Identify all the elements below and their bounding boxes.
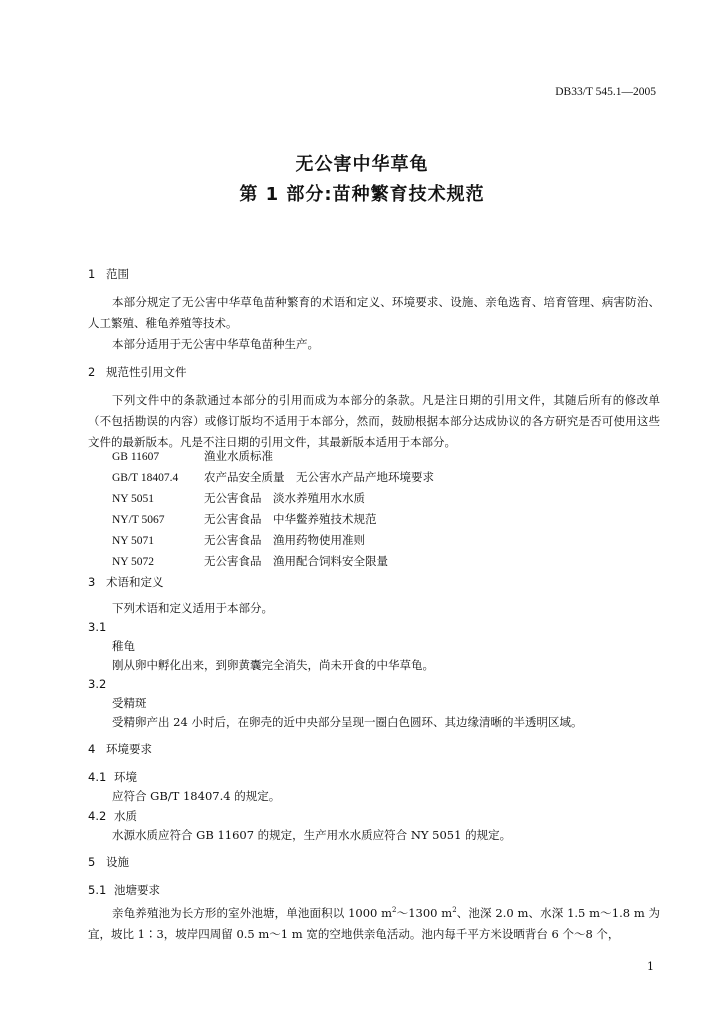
reference-item [112, 469, 434, 485]
reference-item [112, 553, 388, 569]
superscript: 2 [452, 906, 457, 914]
clause-5-1-text-a: 亲龟养殖池为长方形的室外池塘，单池面积以 1000 m [112, 905, 393, 920]
clause-number: 5.1 [88, 883, 107, 897]
section-2-paragraph: 下列文件中的条款通过本部分的引用而成为本部分的条款。凡是注日期的引用文件，其随后所有的修改单（不包括勘误的内容）或修订版均不适用于本部分，然而，鼓励根据本部分达成协议的各方研究是否可使用这些文件的最新版本。凡是不注日期的引用文件，其最新版本适用于本部分。 [88, 393, 660, 449]
term-fertilization-spot: 受精斑 [112, 696, 147, 710]
reference-item [112, 511, 377, 527]
page-number: 1 [647, 960, 654, 973]
reference-code: NY/T 5067 [112, 514, 165, 526]
reference-item [112, 448, 273, 464]
term-hatchling-definition: 刚从卵中孵化出来，到卵黄囊完全消失，尚未开食的中华草龟。 [112, 658, 434, 672]
reference-name: 渔业水质标准 [204, 449, 273, 463]
section-1-paragraph-1: 本部分规定了无公害中华草龟苗种繁育的术语和定义、环境要求、设施、亲龟选育、培育管理、病害防治、人工繁殖、稚龟养殖等技术。 [88, 295, 660, 330]
clause-3-1-number: 3.1 [88, 620, 107, 634]
clause-5-1-text-b: ～1300 m [396, 905, 453, 920]
clause-4-2-heading [88, 808, 137, 824]
reference-name: 农产品安全质量 无公害水产品产地环境要求 [204, 470, 434, 484]
clause-4-1-heading [88, 769, 137, 785]
section-1-paragraph-2: 本部分适用于无公害中华草龟苗种生产。 [112, 337, 319, 351]
reference-name: 无公害食品 淡水养殖用水水质 [204, 491, 365, 505]
clause-5-1-text-c: 、池深 2.0 m、水深 1.5 m～1.8 m 为宜，坡比 1∶3，坡岸四周留 0.5 m～1 m 宽的空地供亲龟活动。池内每千平方米设晒背台 6 个～8 个， [88, 905, 661, 941]
reference-code: NY 5072 [112, 556, 155, 568]
clause-number: 4.2 [88, 809, 107, 823]
reference-code: NY 5051 [112, 493, 155, 505]
reference-name: 无公害食品 渔用配合饲料安全限量 [204, 554, 388, 568]
clause-title: 池塘要求 [114, 883, 160, 897]
section-1-heading [88, 266, 129, 282]
title-line1: 无公害中华草龟 [295, 154, 429, 175]
clause-title: 水质 [114, 809, 137, 823]
clause-4-2-text: 水源水质应符合 GB 11607 的规定，生产用水水质应符合 NY 5051 的规定。 [112, 828, 512, 842]
clause-5-1-heading [88, 882, 160, 898]
reference-item [112, 532, 365, 548]
reference-item [112, 490, 365, 506]
section-number: 1 [88, 267, 96, 281]
term-hatchling: 稚龟 [112, 639, 135, 653]
section-title: 术语和定义 [106, 575, 164, 589]
section-title: 环境要求 [106, 742, 152, 756]
section-number: 2 [88, 365, 96, 379]
section-title: 设施 [106, 855, 129, 869]
section-number: 4 [88, 742, 96, 756]
section-5-heading [88, 854, 129, 870]
term-fertilization-spot-definition: 受精卵产出 24 小时后，在卵壳的近中央部分呈现一圈白色圆环、其边缘清晰的半透明区域。 [112, 715, 583, 729]
reference-code: NY 5071 [112, 535, 155, 547]
clause-number: 4.1 [88, 770, 107, 784]
title-line2: 第 1 部分:苗种繁育技术规范 [239, 184, 485, 205]
reference-name: 无公害食品 渔用药物使用准则 [204, 533, 365, 547]
clause-title: 环境 [114, 770, 137, 784]
clause-4-1-text: 应符合 GB/T 18407.4 的规定。 [112, 789, 281, 803]
section-number: 5 [88, 855, 96, 869]
clause-3-2-number: 3.2 [88, 677, 107, 691]
section-title: 规范性引用文件 [106, 365, 187, 379]
section-4-heading [88, 741, 152, 757]
section-number: 3 [88, 575, 96, 589]
section-2-heading [88, 364, 187, 380]
superscript: 2 [392, 906, 397, 914]
standard-number: DB33/T 545.1—2005 [555, 86, 656, 98]
reference-code: GB/T 18407.4 [112, 472, 179, 484]
clause-5-1-text [88, 900, 660, 945]
section-3-heading [88, 574, 164, 590]
section-3-intro: 下列术语和定义适用于本部分。 [112, 601, 273, 615]
reference-code: GB 11607 [112, 451, 160, 463]
reference-name: 无公害食品 中华鳖养殖技术规范 [204, 512, 377, 526]
section-title: 范围 [106, 267, 129, 281]
